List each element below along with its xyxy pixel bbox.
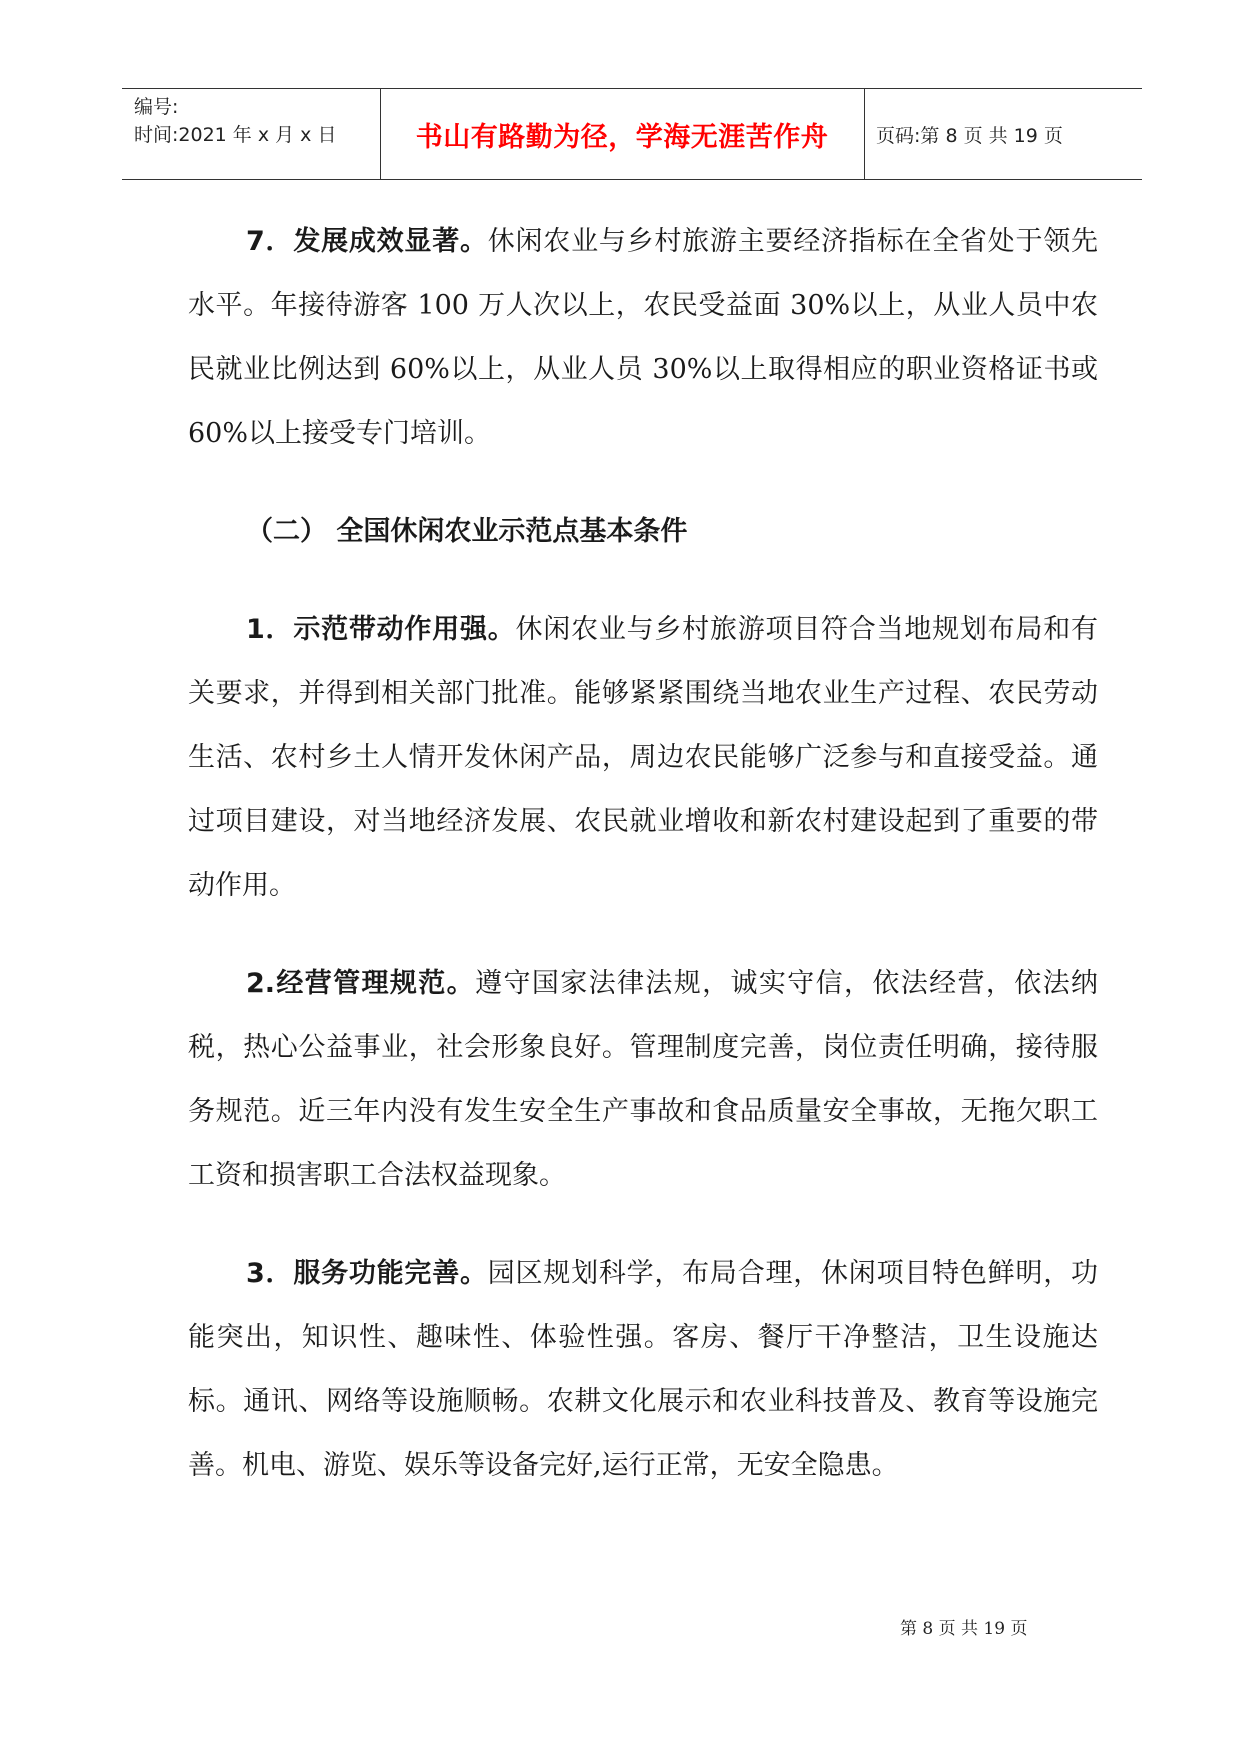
paragraph bbox=[188, 952, 1098, 1208]
paragraph bbox=[188, 598, 1098, 918]
section-title: （二） 全国休闲农业示范点基本条件 bbox=[246, 516, 688, 547]
page-header bbox=[122, 88, 1142, 180]
header-number-label: 编号: bbox=[134, 96, 179, 118]
header-divider bbox=[864, 89, 865, 179]
paragraph-lead: 1．示范带动作用强。 bbox=[246, 614, 516, 645]
header-meta bbox=[134, 93, 336, 149]
header-motto: 书山有路勤为径，学海无涯苦作舟 bbox=[415, 121, 829, 153]
header-page-label: 页码:第 8 页 共 19 页 bbox=[876, 124, 1063, 147]
page-footer: 第 8 页 共 19 页 bbox=[900, 1619, 1028, 1639]
paragraph-text: 遵守国家法律法规，诚实守信，依法经营，依法纳税，热心公益事业，社会形象良好。管理制度完善，岗位责任明确，接待服务规范。近三年内没有发生安全生产事故和食品质量安全事故，无拖欠职工工资和损害职工合法权益现象。 bbox=[188, 968, 1099, 1191]
paragraph-text: 休闲农业与乡村旅游主要经济指标在全省处于领先水平。年接待游客 100 万人次以上，农民受益面 30%以上，从业人员中农民就业比例达到 60%以上，从业人员 30%以上取得相应的职业资格证书或 60%以上接受专门培训。 bbox=[188, 226, 1098, 449]
paragraph-lead: 7．发展成效显著。 bbox=[246, 226, 488, 257]
paragraph-lead: 3．服务功能完善。 bbox=[246, 1258, 488, 1289]
paragraph-lead: 2.经营管理规范。 bbox=[246, 968, 476, 999]
paragraph bbox=[188, 1242, 1098, 1498]
paragraph-text: 休闲农业与乡村旅游项目符合当地规划布局和有关要求，并得到相关部门批准。能够紧紧围绕当地农业生产过程、农民劳动生活、农村乡土人情开发休闲产品，周边农民能够广泛参与和直接受益。通过项目建设，对当地经济发展、农民就业增收和新农村建设起到了重要的带动作用。 bbox=[188, 614, 1098, 901]
header-time-label: 时间:2021 年 x 月 x 日 bbox=[134, 124, 337, 146]
paragraph bbox=[188, 210, 1098, 466]
paragraph-text: 园区规划科学，布局合理，休闲项目特色鲜明，功能突出，知识性、趣味性、体验性强。客房、餐厅干净整洁，卫生设施达标。通讯、网络等设施顺畅。农耕文化展示和农业科技普及、教育等设施完善。机电、游览、娱乐等设备完好,运行正常，无安全隐患。 bbox=[188, 1258, 1098, 1481]
document-body bbox=[188, 210, 1098, 1532]
